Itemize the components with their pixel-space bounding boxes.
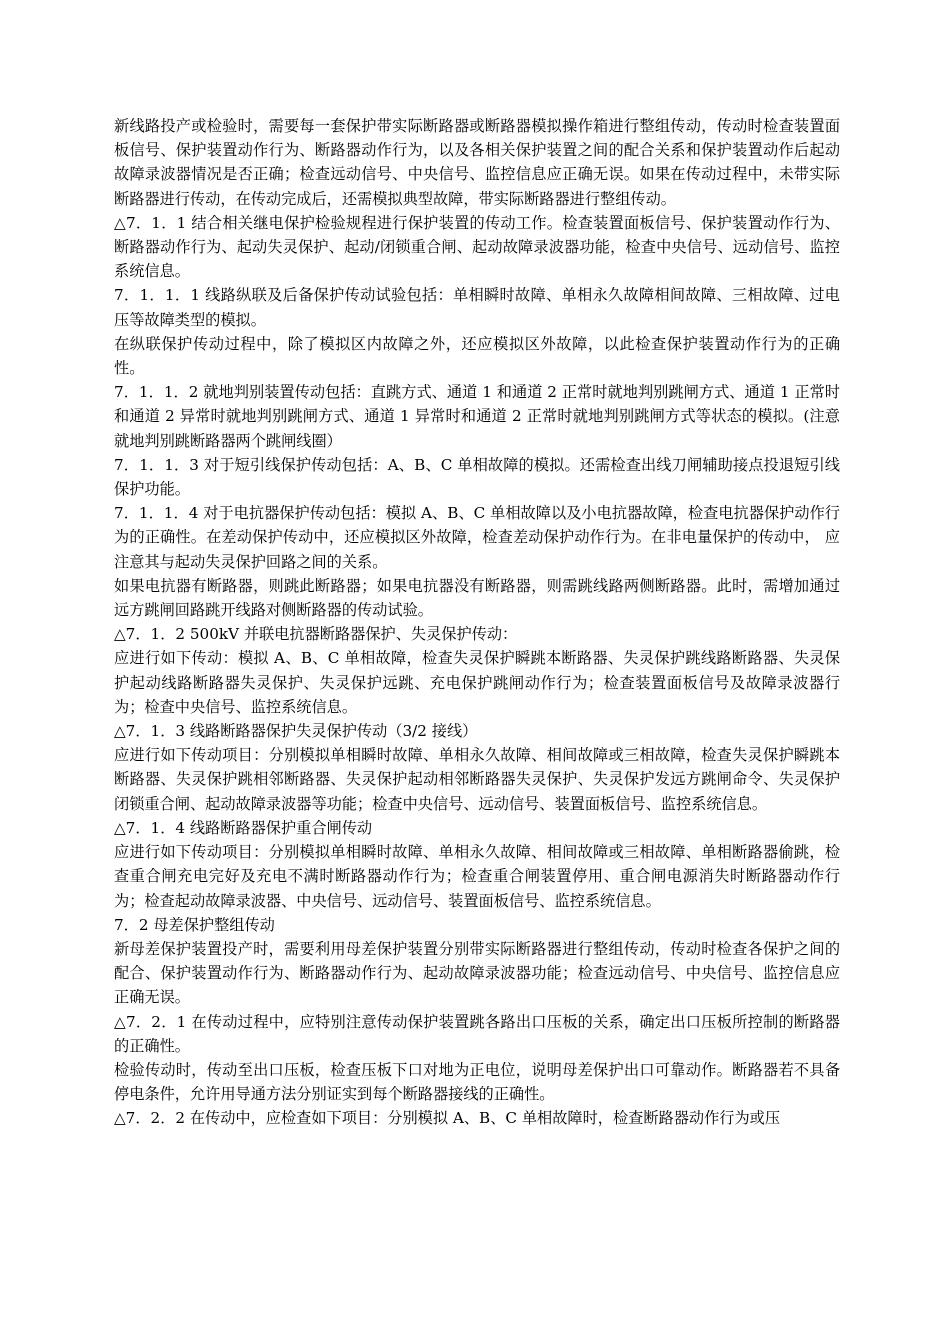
document-page [114, 114, 840, 1131]
paragraph-7-1-2-body: 应进行如下传动：模拟 A、B、C 单相故障，检查失灵保护瞬跳本断路器、失灵保护跳线路断路器、失灵保护起动线路断路器失灵保护、失灵保护远跳、充电保护跳闸动作行为；检查装置面板信号及故障录波器行为；检查中央信号、监控系统信息。 [114, 649, 840, 716]
paragraph-7-2-body: 新母差保护装置投产时，需要利用母差保护装置分别带实际断路器进行整组传动，传动时检查各保护之间的配合、保护装置动作行为、断路器动作行为、起动故障录波器功能；检查远动信号、中央信号、监控信息应正确无误。 [114, 939, 840, 1007]
paragraph-7-1-4-body: 应进行如下传动项目：分别模拟单相瞬时故障、单相永久故障、相间故障或三相故障、单相断路器偷跳，检查重合闸充电完好及充电不满时断路器动作行为；检查重合闸装置停用、重合闸电源消失时断路器动作行为；检查起动故障录波器、中央信号、远动信号、装置面板信号、监控系统信息。 [114, 843, 840, 910]
paragraph-longitudinal-protection: 在纵联保护传动过程中，除了模拟区内故障之外，还应模拟区外故障，以此检查保护装置动作行为的正确性。 [114, 334, 840, 378]
paragraph-7-2: 7．2 母差保护整组传动 [114, 915, 275, 934]
paragraph-intro: 新线路投产或检验时，需要每一套保护带实际断路器或断路器模拟操作箱进行整组传动，传动时检查装置面板信号、保护装置动作行为、断路器动作行为，以及各相关保护装置之间的配合关系和保护装置动作后起动故障录波器情况是否正确；检查远动信号、中央信号、监控信息应正确无误。如果在传动过程中，未带实际断路器进行传动，在传动完成后，还需模拟典型故障，带实际断路器进行整组传动。 [114, 117, 840, 208]
paragraph-7-1-3-body: 应进行如下传动项目：分别模拟单相瞬时故障、单相永久故障、相间故障或三相故障，检查失灵保护瞬跳本断路器、失灵保护跳相邻断路器、失灵保护起动相邻断路器失灵保护、失灵保护发远方跳闸命令、失灵保护闭锁重合闸、起动故障录波器等功能；检查中央信号、远动信号、装置面板信号、监控系统信息。 [114, 746, 840, 813]
paragraph-7-1-1-4: 7．1．1．4 对于电抗器保护传动包括：模拟 A、B、C 单相故障以及小电抗器故障，检查电抗器保护动作行为的正确性。在差动保护传动中，还应模拟区外故障，检查差动保护动作行为。在非电量保护的传动中， 应注意其与起动失灵保护回路之间的关系。 [114, 504, 840, 571]
paragraph-7-2-1: △7．2．1 在传动过程中，应特别注意传动保护装置跳各路出口压板的关系，确定出口压板所控制的断路器的正确性。 [114, 1012, 840, 1055]
paragraph-7-1-1: △7．1．1 结合相关继电保护检验规程进行保护装置的传动工作。检查装置面板信号、保护装置动作行为、断路器动作行为、起动失灵保护、起动/闭锁重合闸、起动故障录波器功能，检查中央信号、远动信号、监控系统信息。 [114, 213, 840, 281]
paragraph-reactor-breaker: 如果电抗器有断路器，则跳此断路器；如果电抗器没有断路器，则需跳线路两侧断路器。此时，需增加通过远方跳闸回路跳开线路对侧断路器的传动试验。 [114, 576, 840, 620]
paragraph-7-1-2: △7．1．2 500kV 并联电抗器断路器保护、失灵保护传动： [114, 625, 518, 644]
paragraph-7-1-4: △7．1．4 线路断路器保护重合闸传动 [114, 818, 373, 837]
paragraph-7-1-1-2: 7．1．1．2 就地判别装置传动包括：直跳方式、通道 1 和通道 2 正常时就地判别跳闸方式、通道 1 正常时和通道 2 异常时就地判别跳闸方式、通道 1 异常时和通道 2 正常时就地判别跳闸方式等状态的模拟。(注意就地判别跳断路器两个跳闸线圈） [114, 383, 840, 450]
paragraph-7-1-1-3: 7．1．1．3 对于短引线保护传动包括：A、B、C 单相故障的模拟。还需检查出线刀闸辅助接点投退短引线保护功能。 [114, 455, 840, 499]
paragraph-7-1-1-1: 7．1．1．1 线路纵联及后备保护传动试验包括：单相瞬时故障、单相永久故障相间故障、三相故障、过电压等故障类型的模拟。 [114, 286, 840, 329]
paragraph-7-2-1-body: 检验传动时，传动至出口压板，检查压板下口对地为正电位，说明母差保护出口可靠动作。断路器若不具备停电条件，允许用导通方法分别证实到每个断路器接线的正确性。 [114, 1060, 840, 1104]
paragraph-7-1-3: △7．1．3 线路断路器保护失灵保护传动（3/2 接线） [114, 722, 478, 741]
paragraph-7-2-2: △7．2．2 在传动中，应检查如下项目：分别模拟 A、B、C 单相故障时，检查断路器动作行为或压 [114, 1109, 781, 1128]
